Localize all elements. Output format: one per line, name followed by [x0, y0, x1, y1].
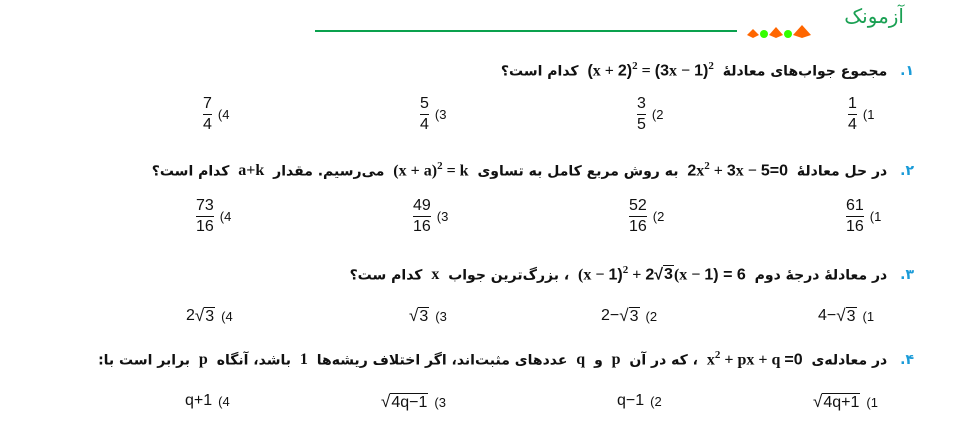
question-text: برابر است با: [98, 352, 191, 369]
option-4[interactable]: $\frac{73}{16}$ (4 [196, 197, 232, 235]
question-text: در حل معادلهٔ [796, 163, 888, 180]
question-text: مجموع جواب‌های معادلهٔ [722, 63, 888, 80]
equation: $(x + 2)^2 = (3x - 1)^2$ [587, 60, 714, 80]
question-text: کدام است؟ [500, 63, 579, 80]
question-text: ، بزرگ‌ترین جواب [448, 267, 570, 284]
expression: a+k [238, 162, 265, 180]
question-number: ۱. [900, 63, 914, 80]
equation: $x^2$ + px + q =0 [706, 349, 803, 369]
variable: q [576, 351, 586, 369]
variable: x [431, 266, 440, 284]
question-text: و [594, 352, 603, 369]
option-2[interactable]: 2− √ 3 (2 [601, 306, 658, 325]
variable: p [198, 351, 208, 369]
option-3[interactable]: √ 4q−1 (3 [381, 392, 446, 411]
question-text: ، که در آن [629, 352, 698, 369]
question-1 [501, 60, 914, 80]
equation: $(x + a)^2 = k$ [393, 160, 469, 180]
question-text: در معادله‌ی [811, 352, 888, 369]
number: 1 [299, 351, 308, 369]
option-1[interactable]: √ 4q+1 (1 [813, 392, 878, 411]
option-1[interactable]: 4− √ 3 (1 [818, 306, 875, 325]
option-2[interactable]: $\frac{3}{5}$ (2 [637, 95, 664, 133]
decorative-shapes-icon [745, 22, 835, 38]
question-text: به روش مربع کامل به تساوی [477, 163, 679, 180]
option-4[interactable]: q+1 (4 [185, 392, 230, 409]
option-3[interactable]: √ 3 (3 [409, 306, 447, 325]
question-4 [98, 349, 914, 369]
question-number: ۳. [900, 267, 914, 284]
option-2[interactable]: $\frac{52}{16}$ (2 [629, 197, 665, 235]
question-text: کدام است؟ [151, 163, 230, 180]
option-2[interactable]: q−1 (2 [617, 392, 662, 409]
option-3[interactable]: $\frac{49}{16}$ (3 [413, 197, 449, 235]
equation: $(x - 1)^2 + 2√3(x - 1) = 6$ [578, 264, 746, 284]
question-number: ۲. [900, 163, 914, 180]
quiz-title: آزمونک [844, 4, 904, 28]
option-4[interactable]: 2 √ 3 (4 [186, 306, 233, 325]
equation: $2x^2 + 3x - 5=0$ [687, 160, 789, 180]
header-divider [315, 30, 737, 32]
question-text: کدام ست؟ [349, 267, 423, 284]
question-number: ۴. [900, 352, 914, 369]
question-3 [350, 264, 914, 284]
option-3[interactable]: $\frac{5}{4}$ (3 [420, 95, 447, 133]
question-text: در معادلهٔ درجهٔ دوم [754, 267, 888, 284]
variable: p [611, 351, 621, 369]
option-1[interactable]: $\frac{61}{16}$ (1 [846, 197, 882, 235]
question-2 [152, 160, 914, 180]
question-text: می‌رسیم. مقدار [273, 163, 385, 180]
question-text: باشد، آنگاه [216, 352, 291, 369]
option-1[interactable]: $\frac{1}{4}$ (1 [848, 95, 875, 133]
question-text: عددهای مثبت‌اند، اگر اختلاف ریشه‌ها [316, 352, 568, 369]
option-4[interactable]: $\frac{7}{4}$ (4 [203, 95, 230, 133]
